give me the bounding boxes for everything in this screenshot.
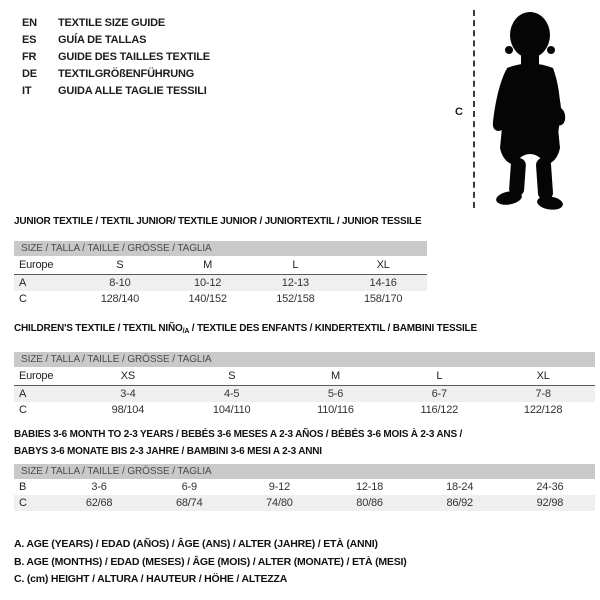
table-children-title — [14, 323, 595, 338]
table-babies-title-line1: BABIES 3-6 MONTH TO 2-3 YEARS / BEBÉS 3-6 MESES A 2-3 AÑOS / BÉBÉS 3-6 MOIS À 2-3 ANS / — [14, 429, 463, 440]
language-code: ES — [22, 34, 37, 46]
language-code: EN — [22, 17, 37, 29]
value-cell: 3-4 — [120, 388, 136, 400]
table-row-c — [14, 291, 427, 307]
value-cell: 6-7 — [431, 388, 447, 400]
table-row-b — [14, 479, 595, 495]
language-label: GUIDE DES TAILLES TEXTILE — [58, 51, 210, 63]
value-cell: 98/104 — [111, 404, 145, 416]
value-cell: 80/86 — [356, 497, 383, 509]
value-cell: 8-10 — [109, 277, 131, 289]
table-babies-title-line2: BABYS 3-6 MONATE BIS 2-3 JAHRE / BAMBINI 3-6 MESI A 2-3 ANNI — [14, 446, 322, 457]
language-code: DE — [22, 68, 37, 80]
value-cell: 14-16 — [369, 277, 397, 289]
title-part: / TEXTILE DES ENFANTS / KINDERTEXTIL / BAMBINI TESSILE — [189, 323, 477, 334]
language-label: GUIDA ALLE TAGLIE TESSILI — [58, 85, 207, 97]
table-children — [14, 323, 595, 418]
size-header-bar: SIZE / TALLA / TAILLE / GRÖSSE / TAGLIA — [14, 241, 427, 256]
row-label: B — [19, 481, 27, 493]
title-part: CHILDREN'S TEXTILE / TEXTIL NIÑO — [14, 323, 183, 334]
value-cell: 92/98 — [536, 497, 564, 509]
language-code: FR — [22, 51, 37, 63]
junior-size-table — [14, 256, 427, 307]
size-col: L — [436, 370, 443, 382]
size-col: S — [116, 259, 124, 271]
value-cell: 122/128 — [523, 404, 563, 416]
row-label: C — [19, 293, 27, 305]
value-cell: 9-12 — [268, 481, 290, 493]
value-cell: 12-18 — [355, 481, 384, 493]
language-label: TEXTILGRÖßENFÜHRUNG — [58, 68, 195, 80]
table-row-c — [14, 402, 595, 418]
table-junior — [14, 216, 427, 307]
footnotes — [14, 536, 407, 589]
value-cell: 158/170 — [363, 293, 403, 305]
value-cell: 3-6 — [91, 481, 107, 493]
baby-silhouette-icon — [482, 8, 574, 210]
table-row-a — [14, 386, 595, 403]
column-header-row — [14, 256, 427, 275]
value-cell: 5-6 — [327, 388, 344, 400]
value-cell: 62/68 — [85, 497, 113, 509]
size-col: L — [292, 259, 299, 271]
value-cell: 116/122 — [420, 404, 459, 416]
table-row-a — [14, 275, 427, 292]
title-subscript: /A — [182, 328, 190, 335]
value-cell: 6-9 — [181, 481, 197, 493]
size-col: M — [203, 259, 213, 271]
row-label: A — [19, 388, 27, 400]
measure-label-c: C — [455, 106, 463, 118]
babies-size-table — [14, 479, 595, 511]
size-col: XS — [120, 370, 136, 382]
language-code: IT — [22, 85, 32, 97]
language-row-fr — [22, 49, 210, 66]
value-cell: 12-13 — [281, 277, 309, 289]
value-cell: 18-24 — [446, 481, 474, 493]
value-cell: 7-8 — [535, 388, 551, 400]
row-label: C — [19, 497, 27, 509]
language-row-en — [22, 15, 210, 32]
footnote-c: C. (cm) HEIGHT / ALTURA / HAUTEUR / HÖHE / ALTEZZA — [14, 573, 288, 585]
size-col: XL — [376, 259, 390, 271]
table-row-c — [14, 495, 595, 511]
value-cell: 140/152 — [188, 293, 227, 305]
size-col: M — [331, 370, 340, 382]
dashed-measure-line — [473, 10, 475, 208]
region-label: Europe — [19, 370, 54, 382]
language-label: GUÍA DE TALLAS — [58, 34, 147, 46]
row-label: C — [19, 404, 27, 416]
language-list — [22, 15, 210, 100]
table-babies — [14, 426, 595, 511]
row-label: A — [19, 277, 27, 289]
value-cell: 24-36 — [536, 481, 564, 493]
value-cell: 152/158 — [276, 293, 315, 305]
value-cell: 86/92 — [446, 497, 473, 509]
value-cell: 128/140 — [100, 293, 140, 305]
language-row-es — [22, 32, 210, 49]
value-cell: 110/116 — [317, 404, 354, 416]
language-row-it — [22, 83, 210, 100]
size-col: S — [228, 370, 236, 382]
children-size-table — [14, 367, 595, 418]
value-cell: 104/110 — [212, 404, 251, 416]
language-row-de — [22, 66, 210, 83]
size-col: XL — [536, 370, 550, 382]
size-header-bar: SIZE / TALLA / TAILLE / GRÖSSE / TAGLIA — [14, 464, 595, 479]
footnote-a: A. AGE (YEARS) / EDAD (AÑOS) / ÂGE (ANS) / ALTER (JAHRE) / ETÀ (ANNI) — [14, 538, 378, 550]
value-cell: 10-12 — [194, 277, 222, 289]
language-label: TEXTILE SIZE GUIDE — [58, 17, 166, 29]
height-measure-figure — [455, 8, 587, 212]
value-cell: 68/74 — [175, 497, 203, 509]
size-header-bar: SIZE / TALLA / TAILLE / GRÖSSE / TAGLIA — [14, 352, 595, 367]
value-cell: 4-5 — [224, 388, 240, 400]
value-cell: 74/80 — [266, 497, 293, 509]
column-header-row — [14, 367, 595, 386]
table-junior-title: JUNIOR TEXTILE / TEXTIL JUNIOR/ TEXTILE JUNIOR / JUNIORTEXTIL / JUNIOR TESSILE — [14, 216, 422, 227]
region-label: Europe — [19, 259, 54, 271]
footnote-b: B. AGE (MONTHS) / EDAD (MESES) / ÂGE (MOIS) / ALTER (MONATE) / ETÀ (MESI) — [14, 555, 407, 568]
